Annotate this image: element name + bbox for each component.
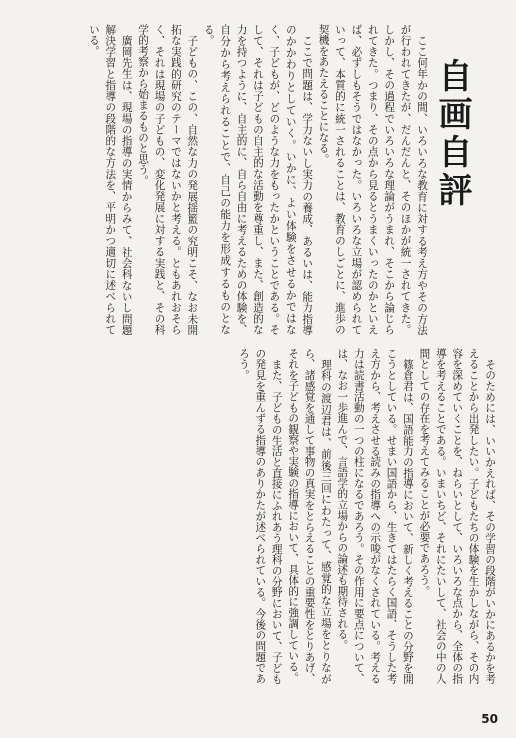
paragraph: 子どもの、この、自然な力の発展揺籃の究明こそ、なお未開拓な実践的研究のテーマではないかと考える。ともあれおそらく、それは現場の子どもの、変化発展に対する実践と、その科学的考察から始まるものと思う。 [137,24,199,335]
paragraph: そのためには、いいかえれば、その学習の段階がいかにあるかを考えることから出発したい。子どもたちの体験を生かしながら、その内容を深めていくことを、ねらいとして、いろいろな点から、全体の指導を考えることである。いまいちど、それにたいして、社会の中の人間としての存在を考えてみることが必要であろう。 [418,348,496,684]
paragraph: 理科の渡辺君は、前後三回にわたって、感覚的な立場をとりながら、諸感覚を通して事物の真実をとらえることの重要性をとりあげ、それを子どもの観察や実験の指導において、具体的に強調している。 [287,348,332,684]
top-text-block [18,24,430,335]
paragraph: ここで問題は、学力ないし実力の養成、あるいは、能力指導のかかわりとしていく。いかに、よい体験をさせるかではなく、子どもが、どのような力をもったかということである。そして、それは子どもの自主的な活動を尊重し、また、創造的な力を持つように、自主的に、自ら自由に考えるための体験を、自分から考えられることで、自己の能力を形成するものとなる。 [202,24,314,335]
paragraph: ここ何年かの間、いろいろな教育に対する考え方やその方法が行われてきたが、だんだんと、そのほかが統一されてきた。しかし、その過程でいろいろな理論がうまれ、そこから論じられてきた。つまり、その点から見るとうまくいったのかといえば、必ずしもそうではなかった。いろいろな立場が認められていって、本質的に統一されることは、教育のしごとに、進歩の契機をあたえることになる。 [317,24,428,335]
section-title: 自画自評 [432,58,472,210]
paragraph: 廣岡先生は、現場の指導の実情からみて、社会科ないし問題解決学習と指導の段階的な方法を、平明かつ適切に述べられている。 [87,24,133,335]
page-number: 50 [481,712,498,726]
bottom-text-block [18,348,498,684]
paragraph: 篠倉君は、国語能力の指導において、新しく考えることの分野を開こうとしている。せまい国語から、生きてはたらく国語、そうした考え方から、考えさせる読みの指導への示唆がなくされている。考える力は読書活動の一つの柱になるであろう。その作用に要点について、は、なお一歩進んで、言語学的立場からの論述も期待される。 [336,348,414,684]
paragraph: また、子どもの生活と直接にふれあう理科の分野において、子どもの発見を重んずる指導のありかたが述べられている。今後の問題であろう。 [237,348,283,684]
